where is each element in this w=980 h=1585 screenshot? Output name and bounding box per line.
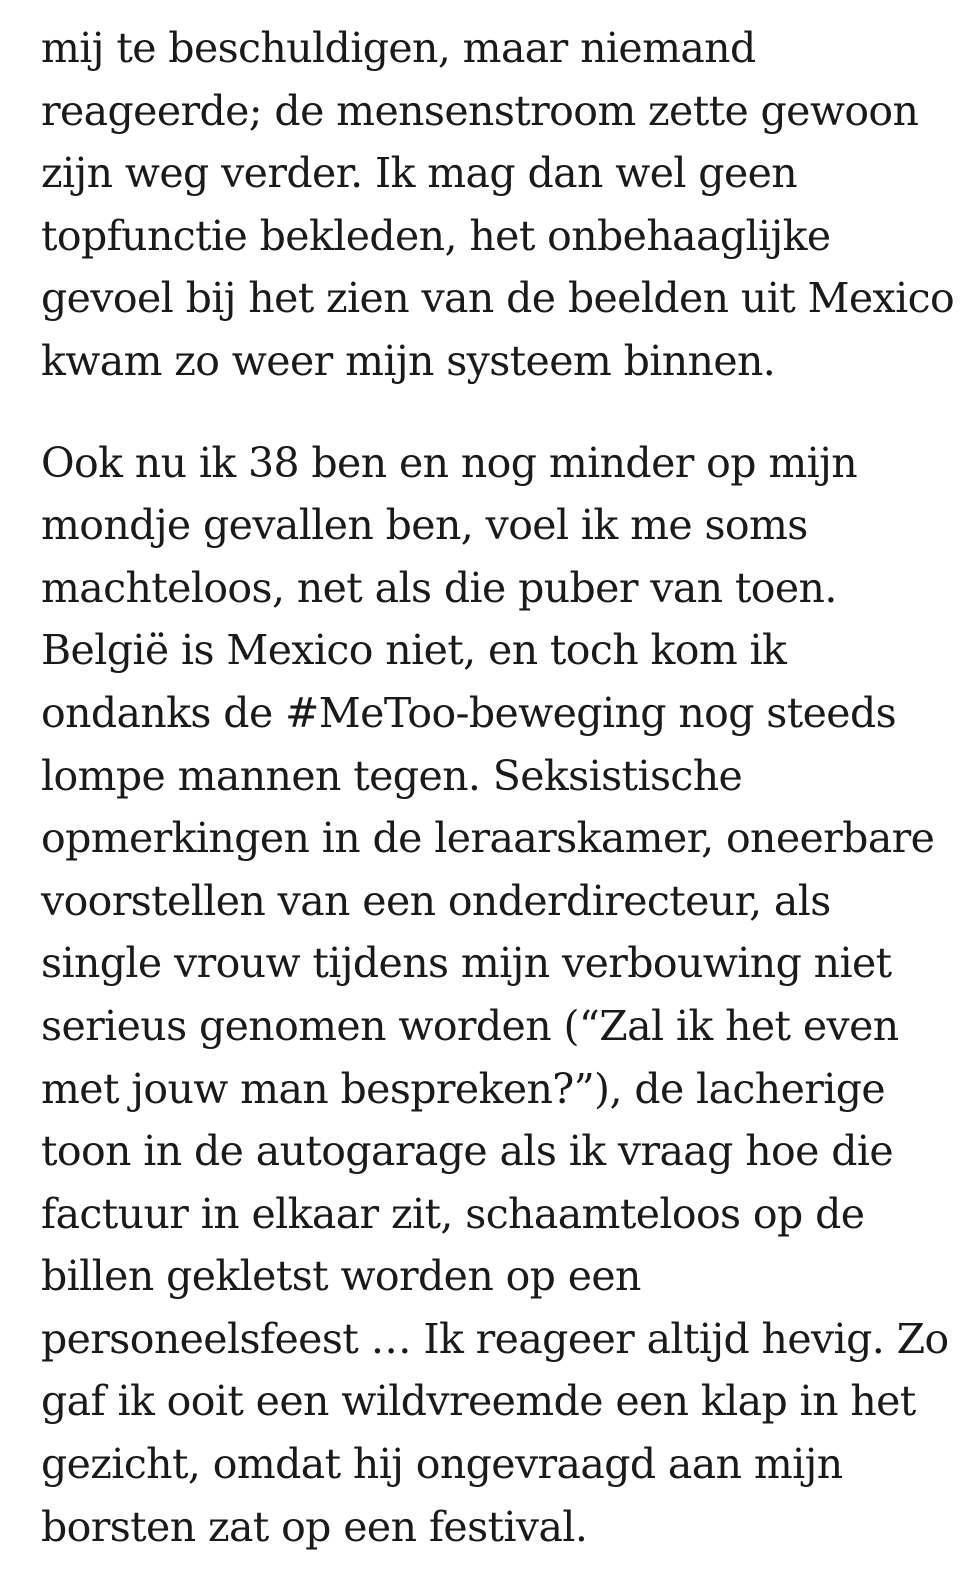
text-line: personeelsfeest … Ik reageer altijd hevig. Zo: [41, 1314, 949, 1363]
text-line: single vrouw tijdens mijn verbouwing niet: [41, 939, 892, 988]
text-line: topfunctie bekleden, het onbehaaglijke: [41, 211, 831, 260]
text-line: gaf ik ooit een wildvreemde een klap in het: [41, 1377, 916, 1426]
text-line: machteloos, net als die puber van toen.: [41, 563, 837, 612]
text-line: borsten zat op een festival.: [41, 1502, 588, 1551]
text-line: reageerde; de mensenstroom zette gewoon: [41, 86, 919, 135]
paragraph-1: [41, 17, 955, 393]
text-line: opmerkingen in de leraarskamer, oneerbare: [41, 814, 935, 863]
text-line: ondanks de #MeToo-beweging nog steeds: [41, 688, 897, 737]
text-line: mij te beschuldigen, maar niemand: [41, 24, 756, 72]
text-line: mondje gevallen ben, voel ik me soms: [41, 501, 808, 550]
text-line: voorstellen van een onderdirecteur, als: [41, 876, 831, 925]
text-line: Ook nu ik 38 ben en nog minder op mijn: [41, 438, 858, 487]
text-line: lompe mannen tegen. Seksistische: [41, 751, 743, 800]
text-line: toon in de autogarage als ik vraag hoe die: [41, 1127, 894, 1176]
text-line: gevoel bij het zien van de beelden uit Mexico: [41, 274, 955, 323]
text-line: België is Mexico niet, en toch kom ik: [41, 626, 787, 675]
paragraph-2: [41, 432, 950, 1559]
text-line: billen gekletst worden op een: [41, 1252, 641, 1301]
text-line: serieus genomen worden (“Zal ik het even: [41, 1001, 899, 1050]
text-line: met jouw man bespreken?”), de lacherige: [41, 1064, 886, 1113]
text-line: factuur in elkaar zit, schaamteloos op de: [41, 1189, 865, 1238]
text-line: gezicht, omdat hij ongevraagd aan mijn: [41, 1440, 843, 1489]
text-line: zijn weg verder. Ik mag dan wel geen: [41, 149, 798, 198]
text-line: kwam zo weer mijn systeem binnen.: [41, 336, 776, 385]
